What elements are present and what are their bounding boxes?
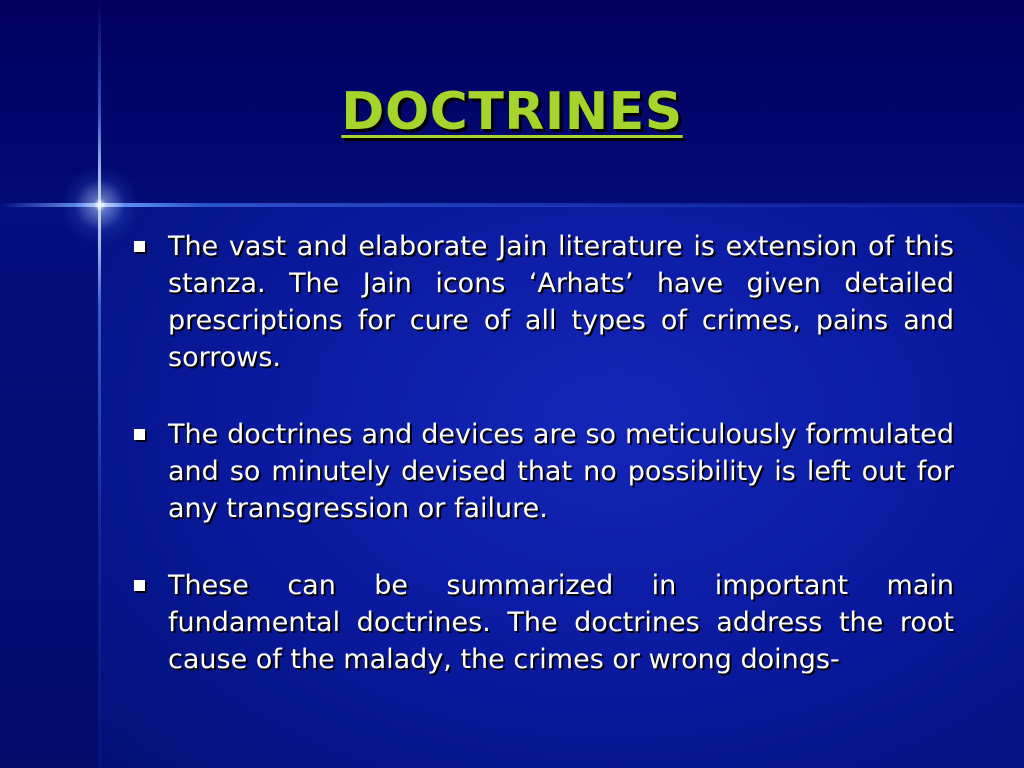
- bullet-text: The vast and elaborate Jain literature is extension of this stanza. The Jain icons ‘Arhats’ have given detailed prescriptions for cure of all types of crimes, pains and sorrows.: [168, 231, 954, 373]
- bullet-text: These can be summarized in important main fundamental doctrines. The doctrines address the root cause of the malady, the crimes or wrong doings-: [168, 570, 954, 675]
- light-flare-horizontal: [0, 203, 1024, 207]
- square-bullet-icon: [134, 580, 145, 591]
- slide-title: DOCTRINES: [341, 82, 683, 142]
- square-bullet-icon: [134, 241, 145, 252]
- bullet-item: [128, 228, 954, 376]
- left-band: [0, 205, 100, 768]
- bullet-item: [128, 416, 954, 527]
- square-bullet-icon: [134, 429, 145, 440]
- bullet-item: [128, 567, 954, 678]
- bullet-text: The doctrines and devices are so meticulously formulated and so minutely devised that no possibility is left out for any transgression or failure.: [168, 419, 954, 524]
- bullet-list: [128, 228, 954, 718]
